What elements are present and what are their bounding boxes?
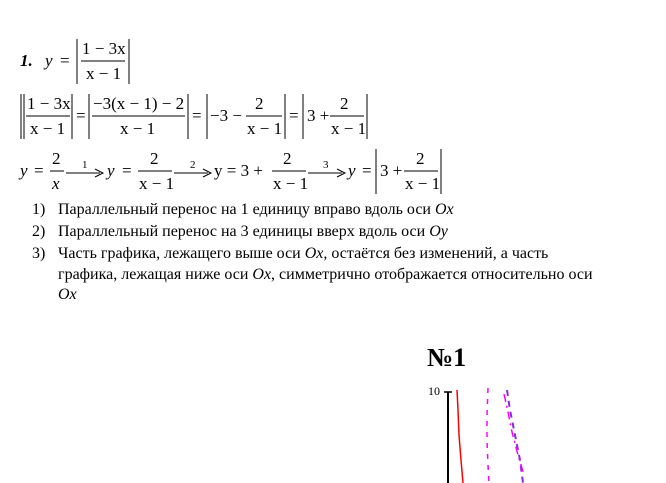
list-text: , симметрично отображается относительно оси <box>271 266 593 283</box>
list-item-continuation <box>58 286 77 304</box>
problem-denominator: x − 1 <box>86 64 122 83</box>
expr3-numerator: 2 <box>255 94 264 113</box>
problem-func-y: y <box>45 51 53 70</box>
chain-y: y <box>348 161 356 180</box>
list-number: 3) <box>32 245 46 262</box>
purple-dashed-curve <box>507 390 523 483</box>
step0-denominator: x <box>52 174 60 193</box>
equals-sign: = <box>122 161 132 180</box>
step1-denominator: x − 1 <box>139 174 175 193</box>
equals-sign: = <box>289 106 299 125</box>
list-item-continuation <box>58 266 593 284</box>
step2-lead: y = 3 + <box>214 161 263 180</box>
chain-y: y <box>107 161 115 180</box>
expr4-lead: 3 + <box>307 106 330 125</box>
step1-numerator: 2 <box>150 149 159 168</box>
equals-sign: = <box>60 51 70 70</box>
step2-denominator: x − 1 <box>273 174 309 193</box>
axis-label: Ox <box>252 266 272 283</box>
list-number: 2) <box>32 223 46 240</box>
step3-denominator: x − 1 <box>405 174 441 193</box>
arrow3-label: 3 <box>323 159 329 171</box>
list-text: графика, лежащая ниже оси <box>58 266 253 283</box>
expr1-numerator: 1 − 3x <box>27 94 71 113</box>
axis-label: Ox <box>304 245 324 262</box>
step2-numerator: 2 <box>283 149 292 168</box>
transform-chain <box>0 146 460 198</box>
expr2-denominator: x − 1 <box>120 119 156 138</box>
chain-y: y <box>20 161 28 180</box>
expr3-lead: −3 − <box>210 106 242 125</box>
axis-label: Oy <box>429 223 448 240</box>
list-text: Параллельный перенос на 1 единицу вправо вдоль оси <box>58 201 435 218</box>
expr2-numerator: −3(x − 1) − 2 <box>93 94 185 113</box>
list-item <box>32 245 548 263</box>
list-text: , остаётся без изменений, а часть <box>323 245 549 262</box>
red-curve <box>457 390 463 483</box>
expr1-denominator: x − 1 <box>30 119 66 138</box>
graph-plot <box>430 380 540 483</box>
problem-header <box>0 36 160 88</box>
transform-line <box>0 91 380 143</box>
list-item <box>32 201 454 219</box>
step3-lead: 3 + <box>380 161 403 180</box>
step3-numerator: 2 <box>416 149 425 168</box>
equals-sign: = <box>76 106 86 125</box>
magenta-dashed-curve <box>487 388 489 483</box>
list-item <box>32 223 448 241</box>
equals-sign: = <box>192 106 202 125</box>
step0-numerator: 2 <box>52 149 61 168</box>
list-number: 1) <box>32 201 46 218</box>
expr4-denominator: x − 1 <box>331 119 367 138</box>
arrow2-label: 2 <box>190 159 196 171</box>
axis-label: Ox <box>435 201 454 218</box>
equals-sign: = <box>362 161 372 180</box>
expr3-denominator: x − 1 <box>247 119 283 138</box>
graph-title: №1 <box>427 343 467 372</box>
axis-label: Ox <box>58 286 77 303</box>
list-text: Часть графика, лежащего выше оси <box>58 245 305 262</box>
arrow1-label: 1 <box>82 159 88 171</box>
list-text: Параллельный перенос на 3 единицы вверх вдоль оси <box>58 223 430 240</box>
expr4-numerator: 2 <box>340 94 349 113</box>
problem-number: 1. <box>20 51 33 70</box>
problem-numerator: 1 − 3x <box>82 39 126 58</box>
equals-sign: = <box>34 161 44 180</box>
y-tick-label: 10 <box>428 384 440 398</box>
